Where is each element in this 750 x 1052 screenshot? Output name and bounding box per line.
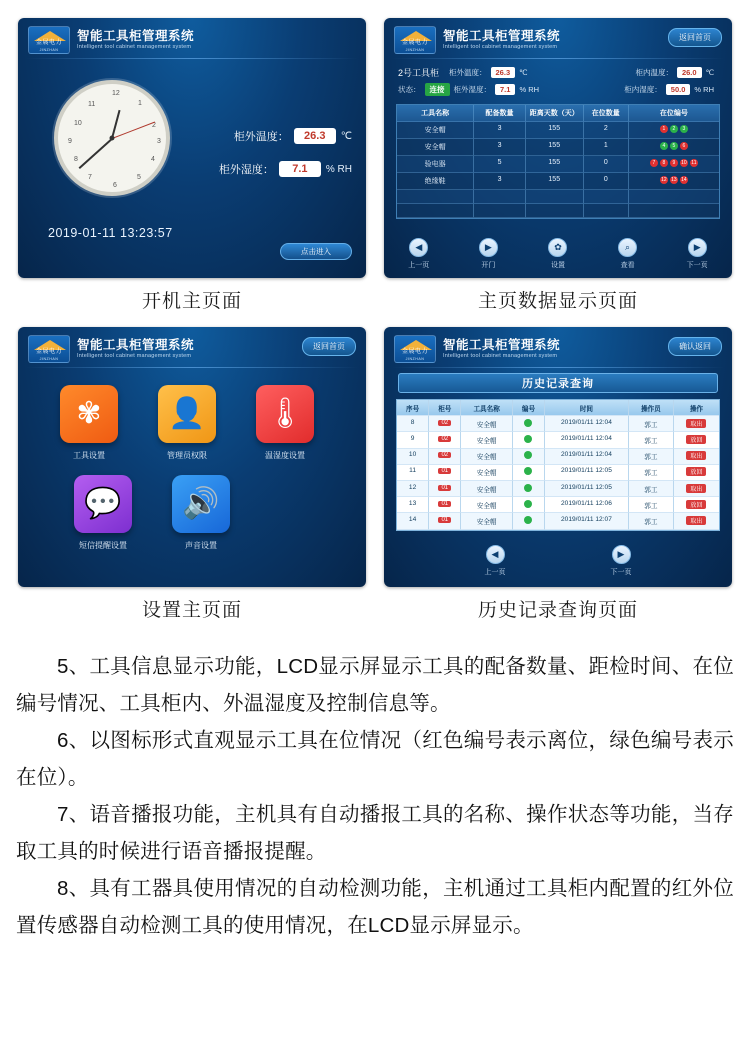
cabinet-name: 2号工具柜 <box>398 68 440 78</box>
cell-tool-name: 安全帽 <box>397 122 474 139</box>
tool-id-dot: 8 <box>660 159 668 167</box>
col-index: 序号 <box>397 400 429 416</box>
tools-table-header <box>397 105 719 122</box>
status-badge: 连接 <box>425 83 450 96</box>
nav-label: 上一页 <box>484 569 506 576</box>
cabinet-badge: 01 <box>438 468 451 474</box>
inside-temp-label: 柜内温度： <box>635 68 673 77</box>
cabinet-badge: 01 <box>438 485 451 491</box>
cell-quantity: 3 <box>474 173 526 190</box>
cell-onsite-count <box>584 190 629 204</box>
info-row-temperature <box>398 66 718 79</box>
cell-number <box>513 497 545 513</box>
cell-tool-name: 安全帽 <box>397 139 474 156</box>
cell-action <box>674 513 719 529</box>
menu-item-admin-permission[interactable] <box>138 385 236 461</box>
cell-onsite-ids <box>629 122 719 139</box>
nav-next-page[interactable] <box>669 238 725 270</box>
menu-label: 温湿度设置 <box>265 451 305 460</box>
logo-en-text: JINZHAN <box>39 357 59 361</box>
cell-onsite-ids <box>629 156 719 173</box>
header-divider <box>392 367 724 368</box>
cabinet-badge: 02 <box>438 452 451 458</box>
next-page-icon: ▶ <box>612 545 631 564</box>
table-row[interactable] <box>397 190 719 204</box>
cell-onsite-count: 2 <box>584 122 629 139</box>
header-divider <box>26 367 358 368</box>
panel-settings <box>18 327 366 622</box>
nav-next-page[interactable] <box>593 545 649 577</box>
prev-page-icon: ◀ <box>409 238 428 257</box>
cell-action <box>674 465 719 481</box>
outside-temp-unit: ℃ <box>519 68 528 77</box>
user-icon: 👤 <box>158 385 216 443</box>
app-title: 智能工具柜管理系统 <box>443 29 561 43</box>
feature-paragraph-7: 7、语音播报功能，主机具有自动播报工具的名称、操作状态等功能，当存取工具的时候进行语音播报提醒。 <box>16 803 734 863</box>
cell-onsite-count: 0 <box>584 156 629 173</box>
tool-id-dot: 10 <box>681 160 687 166</box>
screen-settings[interactable] <box>18 327 366 587</box>
inside-humidity-label: 柜内湿度： <box>624 85 662 94</box>
cabinet-badge: 01 <box>438 517 451 523</box>
col-tool-name: 工具名称 <box>461 400 513 416</box>
app-subtitle: Intelligent tool cabinet management system <box>443 353 558 359</box>
status-dot-icon <box>524 467 532 475</box>
panel-caption-settings: 设置主页面 <box>141 600 242 621</box>
panel-caption-data-display: 主页数据显示页面 <box>477 291 638 312</box>
header-divider <box>26 58 358 59</box>
clock-num-4: 4 <box>151 156 155 163</box>
outside-temperature-value: 26.3 <box>294 128 336 144</box>
brand-logo-icon <box>394 335 436 363</box>
nav-prev-page[interactable] <box>467 545 523 577</box>
panel-data-display <box>384 18 732 313</box>
nav-label: 设置 <box>550 262 565 269</box>
status-dot-icon <box>524 500 532 508</box>
col-operator: 操作员 <box>629 400 674 416</box>
cabinet-badge: 02 <box>438 420 451 426</box>
cell-cabinet <box>429 513 461 529</box>
tool-id-dot: 4 <box>660 142 668 150</box>
cell-action <box>674 497 719 513</box>
col-days: 距离天数（天） <box>526 105 584 122</box>
action-badge: 取出 <box>686 516 706 525</box>
cell-quantity <box>474 204 526 218</box>
cell-days <box>526 190 584 204</box>
table-row[interactable] <box>397 139 719 156</box>
cell-quantity: 3 <box>474 122 526 139</box>
cabinet-badge: 01 <box>438 501 451 507</box>
menu-item-temp-humidity-settings[interactable] <box>236 385 334 461</box>
open-door-icon: ▶ <box>479 238 498 257</box>
clock-num-3: 3 <box>157 138 161 145</box>
nav-label: 上一页 <box>408 262 430 269</box>
clock-center-pin <box>110 136 115 141</box>
cell-time: 2019/01/11 12:05 <box>545 481 629 497</box>
brand-logo-icon <box>28 335 70 363</box>
back-to-home-button[interactable]: 返回首页 <box>302 337 356 356</box>
outside-humidity-label: 柜外湿度： <box>453 85 491 94</box>
outside-temp-label: 柜外温度： <box>449 68 487 77</box>
screen-home[interactable] <box>18 18 366 278</box>
outside-humidity-reading <box>219 161 352 177</box>
clock-num-1: 1 <box>138 100 142 107</box>
menu-item-sound-settings[interactable] <box>152 475 250 551</box>
nav-query[interactable] <box>600 238 656 270</box>
clock-num-8: 8 <box>74 156 78 163</box>
app-title: 智能工具柜管理系统 <box>77 29 195 43</box>
app-title-block <box>443 338 560 360</box>
cell-time: 2019/01/11 12:07 <box>545 513 629 529</box>
outside-humidity-value: 7.1 <box>279 161 321 177</box>
cell-onsite-count: 1 <box>584 139 629 156</box>
info-row-humidity <box>398 83 718 96</box>
app-title-block <box>77 338 194 360</box>
action-badge: 放回 <box>686 435 706 444</box>
analog-clock <box>54 80 170 196</box>
clock-num-12: 12 <box>112 90 120 97</box>
cell-index: 14 <box>397 513 429 529</box>
cell-tool-name: 安全帽 <box>461 513 513 529</box>
cell-onsite-count <box>584 204 629 218</box>
gear-icon: ✿ <box>548 238 567 257</box>
cell-number <box>513 432 545 448</box>
status-dot-icon <box>524 451 532 459</box>
outside-temperature-label: 柜外温度： <box>233 131 289 143</box>
cell-tool-name: 验电器 <box>397 156 474 173</box>
cell-time: 2019/01/11 12:05 <box>545 465 629 481</box>
cell-days <box>526 204 584 218</box>
cell-action <box>674 481 719 497</box>
logo-en-text: JINZHAN <box>39 48 59 52</box>
inside-temp-value: 26.0 <box>677 67 702 78</box>
tool-id-dot: 1 <box>660 125 668 133</box>
cell-number <box>513 416 545 432</box>
action-badge: 取出 <box>686 451 706 460</box>
cell-onsite-count: 0 <box>584 173 629 190</box>
cell-operator: 郭工 <box>629 432 674 448</box>
cell-number <box>513 465 545 481</box>
logo-cn-text: 金展电力 <box>35 349 62 355</box>
table-row[interactable] <box>397 173 719 190</box>
menu-item-sms-alert-settings[interactable] <box>54 475 152 551</box>
col-quantity: 配备数量 <box>474 105 526 122</box>
cell-cabinet <box>429 432 461 448</box>
table-row[interactable] <box>397 122 719 139</box>
cell-cabinet <box>429 465 461 481</box>
tool-id-dot: 6 <box>680 142 688 150</box>
panel-caption-home: 开机主页面 <box>141 291 242 312</box>
status-dot-icon <box>524 516 532 524</box>
cell-onsite-ids <box>629 139 719 156</box>
panel-caption-history: 历史记录查询页面 <box>477 600 638 621</box>
inside-temp-unit: ℃ <box>705 68 714 77</box>
history-page-title: 历史记录查询 <box>398 373 718 393</box>
cell-days: 155 <box>526 139 584 156</box>
outside-temperature-unit: ℃ <box>340 130 352 142</box>
tool-id-dot: 11 <box>691 160 697 166</box>
tool-id-dot: 14 <box>681 177 687 183</box>
action-badge: 放回 <box>686 467 706 476</box>
history-table-header <box>397 400 719 416</box>
outside-humidity-unit: % RH <box>325 163 352 175</box>
cell-onsite-ids <box>629 173 719 190</box>
outside-temp-value: 26.3 <box>491 67 516 78</box>
cell-cabinet <box>429 497 461 513</box>
col-cabinet: 柜号 <box>429 400 461 416</box>
tool-id-dot: 9 <box>670 159 678 167</box>
cell-time: 2019/01/11 12:06 <box>545 497 629 513</box>
cell-cabinet <box>429 481 461 497</box>
confirm-back-button[interactable]: 确认返回 <box>668 337 722 356</box>
screenshot-grid <box>18 18 732 622</box>
inside-humidity-unit: % RH <box>694 85 714 94</box>
cell-operator: 郭工 <box>629 416 674 432</box>
cell-number <box>513 449 545 465</box>
menu-item-tool-settings[interactable] <box>40 385 138 461</box>
cell-cabinet <box>429 416 461 432</box>
header-divider <box>392 58 724 59</box>
col-action: 操作 <box>674 400 719 416</box>
nav-label: 下一页 <box>686 262 708 269</box>
app-title: 智能工具柜管理系统 <box>77 338 195 352</box>
table-row[interactable] <box>397 204 719 218</box>
action-badge: 取出 <box>686 484 706 493</box>
feature-paragraph-5: 5、工具信息显示功能，LCD显示屏显示工具的配备数量、距检时间、在位编号情况、工具柜内、外温湿度及控制信息等。 <box>16 655 734 715</box>
history-table <box>396 399 720 531</box>
col-onsite-count: 在位数量 <box>584 105 629 122</box>
cell-number <box>513 481 545 497</box>
message-icon: 💬 <box>74 475 132 533</box>
status-dot-icon <box>524 484 532 492</box>
cell-tool-name <box>397 190 474 204</box>
cell-operator: 郭工 <box>629 449 674 465</box>
cell-operator: 郭工 <box>629 513 674 529</box>
menu-label: 管理员权限 <box>167 451 207 460</box>
cell-operator: 郭工 <box>629 481 674 497</box>
clock-num-9: 9 <box>68 138 72 145</box>
search-icon: ⌕ <box>618 238 637 257</box>
cell-onsite-ids <box>629 204 719 218</box>
outside-humidity-value: 7.1 <box>495 84 515 95</box>
tool-id-dot: 5 <box>670 142 678 150</box>
cell-tool-name: 安全帽 <box>461 465 513 481</box>
logo-cn-text: 金展电力 <box>401 349 428 355</box>
app-header <box>394 26 560 54</box>
cell-action <box>674 416 719 432</box>
col-number: 编号 <box>513 400 545 416</box>
thermometer-icon: 🌡 <box>256 385 314 443</box>
status-dot-icon <box>524 435 532 443</box>
cell-tool-name: 安全帽 <box>461 497 513 513</box>
table-row[interactable] <box>397 481 719 497</box>
settings-menu-row-2 <box>40 475 344 551</box>
table-row[interactable] <box>397 449 719 465</box>
nav-label: 开门 <box>481 262 496 269</box>
table-row[interactable] <box>397 497 719 513</box>
cell-days: 155 <box>526 122 584 139</box>
outside-humidity-unit: % RH <box>519 85 540 94</box>
clock-num-2: 2 <box>152 122 156 129</box>
brand-logo-icon <box>394 26 436 54</box>
clock-num-5: 5 <box>137 174 141 181</box>
clock-minute-hand <box>79 138 113 169</box>
panel-history <box>384 327 732 622</box>
clock-num-6: 6 <box>113 182 117 189</box>
gear-icon: ✾ <box>60 385 118 443</box>
nav-settings[interactable] <box>530 238 586 270</box>
cell-action <box>674 449 719 465</box>
app-title-block <box>443 29 560 51</box>
app-subtitle: Intelligent tool cabinet management system <box>77 44 192 50</box>
menu-label: 短信提醒设置 <box>79 541 127 550</box>
cabinet-badge: 02 <box>438 436 451 442</box>
description-text <box>16 648 734 944</box>
tool-id-dot: 7 <box>650 159 658 167</box>
inside-humidity-value: 50.0 <box>666 84 691 95</box>
cell-tool-name: 安全帽 <box>461 449 513 465</box>
app-title: 智能工具柜管理系统 <box>443 338 561 352</box>
nav-prev-page[interactable] <box>391 238 447 270</box>
outside-humidity-label: 柜外湿度： <box>218 164 274 176</box>
logo-cn-text: 金展电力 <box>35 40 62 46</box>
status-dot-icon <box>524 419 532 427</box>
menu-label: 声音设置 <box>185 541 217 550</box>
col-tool-name: 工具名称 <box>397 105 474 122</box>
cell-tool-name: 安全帽 <box>461 432 513 448</box>
settings-menu <box>40 385 344 551</box>
action-badge: 取出 <box>686 419 706 428</box>
history-bottom-nav <box>384 545 732 577</box>
cell-action <box>674 432 719 448</box>
nav-label: 查看 <box>620 262 635 269</box>
cell-days: 155 <box>526 173 584 190</box>
cell-index: 12 <box>397 481 429 497</box>
app-title-block <box>77 29 194 51</box>
cell-quantity <box>474 190 526 204</box>
cell-index: 11 <box>397 465 429 481</box>
table-row[interactable] <box>397 416 719 432</box>
table-row[interactable] <box>397 513 719 529</box>
app-subtitle: Intelligent tool cabinet management system <box>443 44 558 50</box>
clock-num-11: 11 <box>88 101 96 108</box>
cell-operator: 郭工 <box>629 497 674 513</box>
logo-en-text: JINZHAN <box>405 48 425 52</box>
tool-id-dot: 2 <box>670 125 678 133</box>
panel-home <box>18 18 366 313</box>
cell-days: 155 <box>526 156 584 173</box>
cell-index: 9 <box>397 432 429 448</box>
tool-id-dot: 13 <box>671 177 677 183</box>
cell-number <box>513 513 545 529</box>
cell-cabinet <box>429 449 461 465</box>
cell-index: 8 <box>397 416 429 432</box>
cell-time: 2019/01/11 12:04 <box>545 449 629 465</box>
cell-tool-name: 绝缘鞋 <box>397 173 474 190</box>
nav-label: 下一页 <box>610 569 632 576</box>
table-row[interactable] <box>397 465 719 481</box>
feature-paragraph-6: 6、以图标形式直观显示工具在位情况（红色编号表示离位，绿色编号表示在位）。 <box>16 729 734 789</box>
app-header <box>394 335 560 363</box>
logo-en-text: JINZHAN <box>405 357 425 361</box>
action-badge: 放回 <box>686 500 706 509</box>
app-header <box>28 26 194 54</box>
clock-num-10: 10 <box>74 120 82 127</box>
cell-quantity: 3 <box>474 139 526 156</box>
cell-tool-name: 安全帽 <box>461 481 513 497</box>
cell-tool-name <box>397 204 474 218</box>
settings-menu-row-1 <box>40 385 344 461</box>
screen-data-display[interactable] <box>384 18 732 278</box>
back-to-home-button[interactable]: 返回首页 <box>668 28 722 47</box>
cell-quantity: 5 <box>474 156 526 173</box>
menu-label: 工具设置 <box>73 451 105 460</box>
cell-index: 10 <box>397 449 429 465</box>
tool-id-dot: 3 <box>680 125 688 133</box>
table-row[interactable] <box>397 432 719 448</box>
cell-operator: 郭工 <box>629 465 674 481</box>
col-onsite-ids: 在位编号 <box>629 105 719 122</box>
cabinet-info-bar <box>398 66 718 100</box>
clock-second-hand <box>112 122 155 139</box>
tool-id-dot: 12 <box>661 177 667 183</box>
brand-logo-icon <box>28 26 70 54</box>
col-time: 时间 <box>545 400 629 416</box>
cell-onsite-ids <box>629 190 719 204</box>
cell-time: 2019/01/11 12:04 <box>545 432 629 448</box>
status-label: 状态： <box>398 85 421 94</box>
prev-page-icon: ◀ <box>486 545 505 564</box>
feature-paragraph-8: 8、具有工器具使用情况的自动检测功能，主机通过工具柜内配置的红外位置传感器自动检测工具的使用情况，在LCD显示屏显示。 <box>16 877 734 937</box>
outside-temperature-reading <box>234 128 352 144</box>
cell-tool-name: 安全帽 <box>461 416 513 432</box>
bottom-nav <box>384 238 732 270</box>
clock-num-7: 7 <box>88 174 92 181</box>
logo-cn-text: 金展电力 <box>401 40 428 46</box>
cell-index: 13 <box>397 497 429 513</box>
screen-history[interactable] <box>384 327 732 587</box>
next-page-icon: ▶ <box>688 238 707 257</box>
app-header <box>28 335 194 363</box>
nav-open-door[interactable] <box>460 238 516 270</box>
current-datetime: 2019-01-11 13:23:57 <box>48 226 173 240</box>
tools-table <box>396 104 720 219</box>
speaker-icon: 🔊 <box>172 475 230 533</box>
app-subtitle: Intelligent tool cabinet management system <box>77 353 192 359</box>
table-row[interactable] <box>397 156 719 173</box>
cell-time: 2019/01/11 12:04 <box>545 416 629 432</box>
enter-button[interactable]: 点击进入 <box>280 243 352 260</box>
